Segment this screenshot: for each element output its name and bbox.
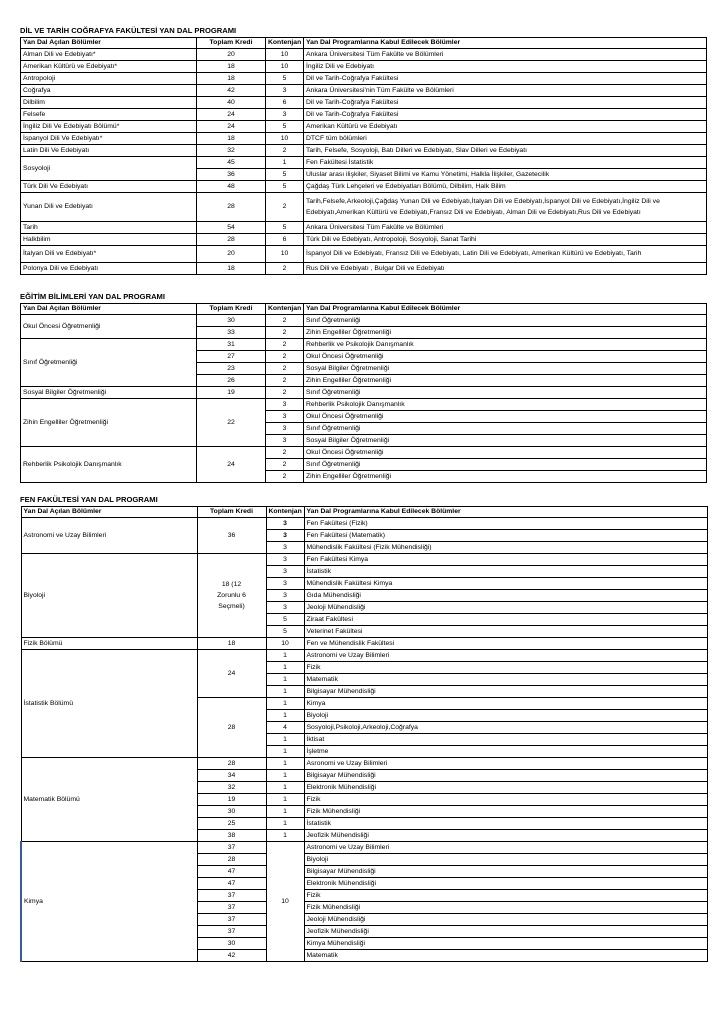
quota-cell: 3 — [266, 85, 304, 97]
quota-cell: 2 — [266, 459, 304, 471]
credit-cell: 33 — [197, 327, 266, 339]
accepted-cell: DTCF tüm bölümleri — [304, 133, 707, 145]
credit-cell: 48 — [197, 181, 266, 193]
table-row — [21, 234, 707, 246]
quota-cell: 2 — [266, 327, 304, 339]
quota-cell: 2 — [266, 145, 304, 157]
accepted-cell: Fizik — [304, 890, 707, 902]
credit-cell: 28 — [197, 234, 266, 246]
accepted-cell: Fen Fakültesi İstatistik — [304, 157, 707, 169]
credit-cell: 20 — [197, 49, 266, 61]
accepted-cell: İstatistik — [304, 818, 707, 830]
accepted-cell: Dil ve Tarih-Coğrafya Fakültesi — [304, 109, 707, 121]
table-row — [21, 109, 707, 121]
credit-cell: 24 — [197, 650, 266, 698]
accepted-cell: Bilgisayar Mühendisliği — [304, 770, 707, 782]
credit-cell: 47 — [197, 866, 266, 878]
credit-cell: 36 — [197, 518, 266, 554]
quota-cell: 2 — [266, 375, 304, 387]
quota-cell: 2 — [266, 363, 304, 375]
quota-cell: 2 — [266, 193, 304, 222]
accepted-cell: Jeofizik Mühendisliği — [304, 926, 707, 938]
quota-cell: 10 — [266, 61, 304, 73]
credit-cell: 32 — [197, 145, 266, 157]
table-row — [21, 554, 707, 566]
quota-cell: 3 — [266, 602, 304, 614]
credit-cell: 18 — [197, 263, 266, 275]
col-header-accepted: Yan Dal Programlarına Kabul Edilecek Bölümler — [304, 304, 707, 315]
table-row — [21, 447, 707, 459]
quota-cell: 3 — [266, 399, 304, 411]
department-cell: Dilbilim — [21, 97, 197, 109]
accepted-cell: Mühendislik Fakültesi Kimya — [304, 578, 707, 590]
accepted-cell: Fizik — [304, 794, 707, 806]
accepted-cell: Jeoloji Mühendisliği — [304, 914, 707, 926]
credit-cell: 40 — [197, 97, 266, 109]
department-cell: Polonya Dili ve Edebiyatı — [21, 263, 197, 275]
credit-cell: 24 — [197, 447, 266, 483]
department-cell: Okul Öncesi Öğretmenliği — [21, 315, 197, 339]
department-cell: Fizik Bölümü — [21, 638, 197, 650]
accepted-cell: Rus Dili ve Edebiyatı , Bulgar Dili ve Edebiyatı — [304, 263, 707, 275]
accepted-cell: Okul Öncesi Öğretmenliği — [304, 351, 707, 363]
table-row — [21, 133, 707, 145]
department-cell: Sosyoloji — [21, 157, 197, 181]
accepted-cell: Kimya Mühendisliği — [304, 938, 707, 950]
section-title: EĞİTİM BİLİMLERİ YAN DAL PROGRAMI — [20, 292, 165, 301]
credit-cell: 19 — [197, 794, 266, 806]
quota-cell: 10 — [266, 842, 304, 962]
credit-cell: 42 — [197, 85, 266, 97]
credit-cell: 27 — [197, 351, 266, 363]
department-cell: Coğrafya — [21, 85, 197, 97]
table-row — [21, 638, 707, 650]
quota-cell: 3 — [266, 411, 304, 423]
accepted-cell: Zihin Engelliler Öğretmenliği — [304, 375, 707, 387]
accepted-cell: Fen Fakültesi (Matematik) — [304, 530, 707, 542]
department-cell: Biyoloji — [21, 554, 197, 638]
quota-cell: 5 — [266, 222, 304, 234]
quota-cell: 3 — [266, 590, 304, 602]
department-cell: Sosyal Bilgiler Öğretmenliği — [21, 387, 197, 399]
section-egitim — [20, 292, 706, 483]
department-cell: Amerikan Kültürü ve Edebiyatı* — [21, 61, 197, 73]
col-header-credit: Toplam Kredi — [197, 38, 266, 49]
accepted-cell: Sınıf Öğretmenliği — [304, 387, 707, 399]
quota-cell: 1 — [266, 734, 304, 746]
accepted-cell: Dil ve Tarih-Coğrafya Fakültesi — [304, 97, 707, 109]
accepted-cell: Asronomi ve Uzay Bilimleri — [304, 758, 707, 770]
table-row — [21, 339, 707, 351]
quota-cell: 1 — [266, 758, 304, 770]
credit-cell: 37 — [197, 842, 266, 854]
credit-cell: 18 — [197, 638, 266, 650]
quota-cell: 10 — [266, 49, 304, 61]
department-cell: Antropoloji — [21, 73, 197, 85]
table-row — [21, 399, 707, 411]
accepted-cell: Okul Öncesi Öğretmenliği — [304, 411, 707, 423]
accepted-cell: Ziraat Fakültesi — [304, 614, 707, 626]
accepted-cell: İngiliz Dili ve Edebiyatı — [304, 61, 707, 73]
accepted-cell: Bilgisayar Mühendisliği — [304, 686, 707, 698]
department-cell: Matematik Bölümü — [21, 758, 197, 842]
credit-cell: 28 — [197, 854, 266, 866]
quota-cell: 5 — [266, 73, 304, 85]
accepted-cell: Jeofizik Mühendisliği — [304, 830, 707, 842]
credit-cell: 22 — [197, 399, 266, 447]
credit-cell: 34 — [197, 770, 266, 782]
quota-cell: 2 — [266, 387, 304, 399]
table-row — [21, 518, 707, 530]
quota-cell: 4 — [266, 722, 304, 734]
quota-cell: 3 — [266, 542, 304, 554]
accepted-cell: Fizik Mühendisliği — [304, 806, 707, 818]
table-row — [21, 315, 707, 327]
table-row — [21, 85, 707, 97]
table-row — [21, 181, 707, 193]
quota-cell: 2 — [266, 315, 304, 327]
col-header-department: Yan Dal Açılan Bölümler — [21, 38, 197, 49]
credit-cell: 30 — [197, 806, 266, 818]
quota-cell: 1 — [266, 157, 304, 169]
quota-cell: 1 — [266, 794, 304, 806]
quota-cell: 5 — [266, 121, 304, 133]
department-cell: Felsefe — [21, 109, 197, 121]
department-cell: Yunan Dili ve Edebiyatı — [21, 193, 197, 222]
credit-cell: 24 — [197, 121, 266, 133]
quota-cell: 2 — [266, 263, 304, 275]
credit-cell: 28 — [197, 758, 266, 770]
quota-cell: 3 — [266, 518, 304, 530]
table-row — [21, 193, 707, 222]
accepted-cell: İktisat — [304, 734, 707, 746]
credit-cell: 37 — [197, 902, 266, 914]
dtcf-table — [20, 37, 707, 275]
quota-cell: 3 — [266, 554, 304, 566]
table-row — [21, 387, 707, 399]
accepted-cell: Sosyoloji,Psikoloji,Arkeoloji,Coğrafya — [304, 722, 707, 734]
accepted-cell: Matematik — [304, 950, 707, 962]
credit-cell: 18 — [197, 133, 266, 145]
col-header-credit: Toplam Kredi — [197, 304, 266, 315]
department-cell: Latin Dili Ve Edebiyatı — [21, 145, 197, 157]
credit-cell: 47 — [197, 878, 266, 890]
accepted-cell: Bilgisayar Mühendisliği — [304, 866, 707, 878]
department-cell: Sınıf Öğretmenliği — [21, 339, 197, 387]
department-cell: Türk Dili Ve Edebiyatı — [21, 181, 197, 193]
col-header-quota: Kontenjan — [266, 507, 304, 518]
quota-cell: 3 — [266, 530, 304, 542]
quota-cell: 10 — [266, 638, 304, 650]
credit-cell: 30 — [197, 938, 266, 950]
table-row — [21, 246, 707, 263]
credit-cell: 32 — [197, 782, 266, 794]
col-header-accepted: Yan Dal Programlarına Kabul Edilecek Bölümler — [304, 507, 707, 518]
credit-cell: 20 — [197, 246, 266, 263]
quota-cell: 1 — [266, 746, 304, 758]
accepted-cell: Ankara Üniversitesi'nin Tüm Fakülte ve Bölümleri — [304, 85, 707, 97]
quota-cell: 2 — [266, 351, 304, 363]
col-header-quota: Kontenjan — [266, 38, 304, 49]
accepted-cell: Amerikan Kültürü ve Edebiyatı — [304, 121, 707, 133]
table-row — [21, 49, 707, 61]
quota-cell: 3 — [266, 566, 304, 578]
quota-cell: 6 — [266, 234, 304, 246]
accepted-cell: Biyoloji — [304, 854, 707, 866]
header-row — [21, 304, 707, 315]
header-row — [21, 38, 707, 49]
credit-cell: 54 — [197, 222, 266, 234]
quota-cell: 1 — [266, 662, 304, 674]
credit-cell: 24 — [197, 109, 266, 121]
quota-cell: 6 — [266, 97, 304, 109]
accepted-cell: Gıda Mühendisliği — [304, 590, 707, 602]
accepted-cell: Astronomi ve Uzay Bilimleri — [304, 650, 707, 662]
header-row — [21, 507, 707, 518]
department-cell: Astronomi ve Uzay Bilimleri — [21, 518, 197, 554]
col-header-quota: Kontenjan — [266, 304, 304, 315]
credit-cell: 42 — [197, 950, 266, 962]
accepted-cell: Mühendislik Fakültesi (Fizik Mühendisliği) — [304, 542, 707, 554]
accepted-cell: Zihin Engelliler Öğretmenliği — [304, 327, 707, 339]
accepted-cell: Dil ve Tarih-Coğrafya Fakültesi — [304, 73, 707, 85]
table-row — [21, 97, 707, 109]
quota-cell: 3 — [266, 423, 304, 435]
accepted-cell: Rehberlik ve Psikolojik Danışmanlık — [304, 339, 707, 351]
accepted-cell: Sosyal Bilgiler Öğretmenliği — [304, 435, 707, 447]
credit-cell: 37 — [197, 890, 266, 902]
credit-cell: 28 — [197, 193, 266, 222]
accepted-cell: Astronomi ve Uzay Bilimleri — [304, 842, 707, 854]
credit-cell: 28 — [197, 698, 266, 758]
accepted-cell: Biyoloji — [304, 710, 707, 722]
quota-cell: 2 — [266, 471, 304, 483]
quota-cell: 1 — [266, 674, 304, 686]
accepted-cell: Sosyal Bilgiler Öğretmenliği — [304, 363, 707, 375]
credit-cell: 26 — [197, 375, 266, 387]
credit-cell: 30 — [197, 315, 266, 327]
department-cell: Kimya — [21, 842, 197, 962]
quota-cell: 3 — [266, 578, 304, 590]
quota-cell: 1 — [266, 782, 304, 794]
section-title: DİL VE TARİH COĞRAFYA FAKÜLTESİ YAN DAL PROGRAMI — [20, 26, 237, 35]
accepted-cell: Tarih,Felsefe,Arkeoloji,Çağdaş Yunan Dili ve Edebiyatı,İtalyan Dili ve Edebiyatı,İspanyol Dili ve Edebiyatı,İngiliz Dili ve Edebiyatı,Amerikan Kültürü ve Edebiyatı,Fransız Dili ve Edebiyatı, Alman Dili ve Edebiyatı,Rus Dili ve Edebiyatı — [304, 193, 707, 222]
table-row — [21, 61, 707, 73]
accepted-cell: Fizik Mühendisliği — [304, 902, 707, 914]
accepted-cell: Ankara Üniversitesi Tüm Fakülte ve Bölümleri — [304, 222, 707, 234]
col-header-department: Yan Dal Açılan Bölümler — [21, 304, 197, 315]
credit-cell: 18 — [197, 61, 266, 73]
section-fen — [20, 495, 706, 962]
quota-cell: 10 — [266, 133, 304, 145]
department-cell: Rehberlik Psikolojik Danışmanlık — [21, 447, 197, 483]
department-cell: İspanyol Dili Ve Edebiyatı* — [21, 133, 197, 145]
accepted-cell: Fizik — [304, 662, 707, 674]
accepted-cell: Okul Öncesi Öğretmenliği — [304, 447, 707, 459]
table-row — [21, 758, 707, 770]
quota-cell: 3 — [266, 109, 304, 121]
col-header-accepted: Yan Dal Programlarına Kabul Edilecek Bölümler — [304, 38, 707, 49]
accepted-cell: İstatistik — [304, 566, 707, 578]
accepted-cell: Sınıf Öğretmenliği — [304, 315, 707, 327]
credit-cell: 37 — [197, 926, 266, 938]
department-cell: İtalyan Dili ve Edebiyatı* — [21, 246, 197, 263]
accepted-cell: İşletme — [304, 746, 707, 758]
accepted-cell: Veterinet Fakültesi — [304, 626, 707, 638]
accepted-cell: Zihin Engelliler Öğretmenliği — [304, 471, 707, 483]
quota-cell: 1 — [266, 770, 304, 782]
credit-cell: 38 — [197, 830, 266, 842]
accepted-cell: Elektronik Mühendisliği — [304, 878, 707, 890]
credit-cell: 45 — [197, 157, 266, 169]
col-header-department: Yan Dal Açılan Bölümler — [21, 507, 197, 518]
credit-cell: 23 — [197, 363, 266, 375]
credit-cell: 31 — [197, 339, 266, 351]
quota-cell: 1 — [266, 806, 304, 818]
table-row — [21, 121, 707, 133]
accepted-cell: Fen ve Mühendislik Fakültesi — [304, 638, 707, 650]
accepted-cell: Sınıf Öğretmenliği — [304, 423, 707, 435]
table-row — [21, 650, 707, 662]
accepted-cell: Ankara Üniversitesi Tüm Fakülte ve Bölümleri — [304, 49, 707, 61]
quota-cell: 1 — [266, 650, 304, 662]
quota-cell: 1 — [266, 698, 304, 710]
accepted-cell: Uluslar arası ilişkiler, Siyaset Bilimi ve Kamu Yönetimi, Halkla İlişkiler, Gazetecilik — [304, 169, 707, 181]
accepted-cell: Matematik — [304, 674, 707, 686]
table-row — [21, 73, 707, 85]
accepted-cell: Fen Fakültesi Kimya — [304, 554, 707, 566]
accepted-cell: İspanyol Dili ve Edebiyatı, Fransız Dili ve Edebiyatı, Latin Dili ve Edebiyatı, Amerikan Kültürü ve Edebiyatı, Tarih — [304, 246, 707, 263]
department-cell: Halkbilim — [21, 234, 197, 246]
accepted-cell: Çağdaş Türk Lehçeleri ve Edebiyatları Bölümü, Dilbilim, Halk Bilim — [304, 181, 707, 193]
quota-cell: 5 — [266, 181, 304, 193]
egitim-table — [20, 303, 707, 483]
department-cell: İstatistik Bölümü — [21, 650, 197, 758]
department-cell: Tarih — [21, 222, 197, 234]
department-cell: Zihin Engelliler Öğretmenliği — [21, 399, 197, 447]
section-title: FEN FAKÜLTESİ YAN DAL PROGRAMI — [20, 495, 158, 504]
col-header-credit: Toplam Kredi — [197, 507, 266, 518]
accepted-cell: Fen Fakültesi (Fizik) — [304, 518, 707, 530]
credit-cell: 25 — [197, 818, 266, 830]
quota-cell: 1 — [266, 710, 304, 722]
accepted-cell: Jeoloji Mühendisliği — [304, 602, 707, 614]
quota-cell: 5 — [266, 169, 304, 181]
credit-cell: 19 — [197, 387, 266, 399]
quota-cell: 5 — [266, 626, 304, 638]
table-row — [21, 145, 707, 157]
credit-cell: 18 (12 Zorunlu 6 Seçmeli) — [197, 554, 266, 638]
accepted-cell: Kimya — [304, 698, 707, 710]
accepted-cell: Türk Dili ve Edebiyatı, Antropoloji, Sosyoloji, Sanat Tarihi — [304, 234, 707, 246]
quota-cell: 3 — [266, 435, 304, 447]
table-row — [21, 222, 707, 234]
quota-cell: 1 — [266, 830, 304, 842]
fen-table — [20, 506, 708, 962]
department-cell: İngiliz Dili Ve Edebiyatı Bölümü* — [21, 121, 197, 133]
quota-cell: 10 — [266, 246, 304, 263]
department-cell: Alman Dili ve Edebiyatı* — [21, 49, 197, 61]
quota-cell: 1 — [266, 818, 304, 830]
accepted-cell: Tarih, Felsefe, Sosyoloji, Batı Dilleri ve Edebiyatı, Slav Dilleri ve Edebiyatı — [304, 145, 707, 157]
accepted-cell: Sınıf Öğretmenliği — [304, 459, 707, 471]
quota-cell: 5 — [266, 614, 304, 626]
credit-cell: 37 — [197, 914, 266, 926]
section-dtcf — [20, 26, 706, 275]
credit-cell: 36 — [197, 169, 266, 181]
credit-cell: 18 — [197, 73, 266, 85]
quota-cell: 2 — [266, 447, 304, 459]
table-row — [21, 263, 707, 275]
quota-cell: 2 — [266, 339, 304, 351]
quota-cell: 1 — [266, 686, 304, 698]
table-row — [21, 842, 707, 854]
accepted-cell: Elektronik Mühendisliği — [304, 782, 707, 794]
table-row — [21, 157, 707, 169]
accepted-cell: Rehberlik Psikolojik Danışmanlık — [304, 399, 707, 411]
